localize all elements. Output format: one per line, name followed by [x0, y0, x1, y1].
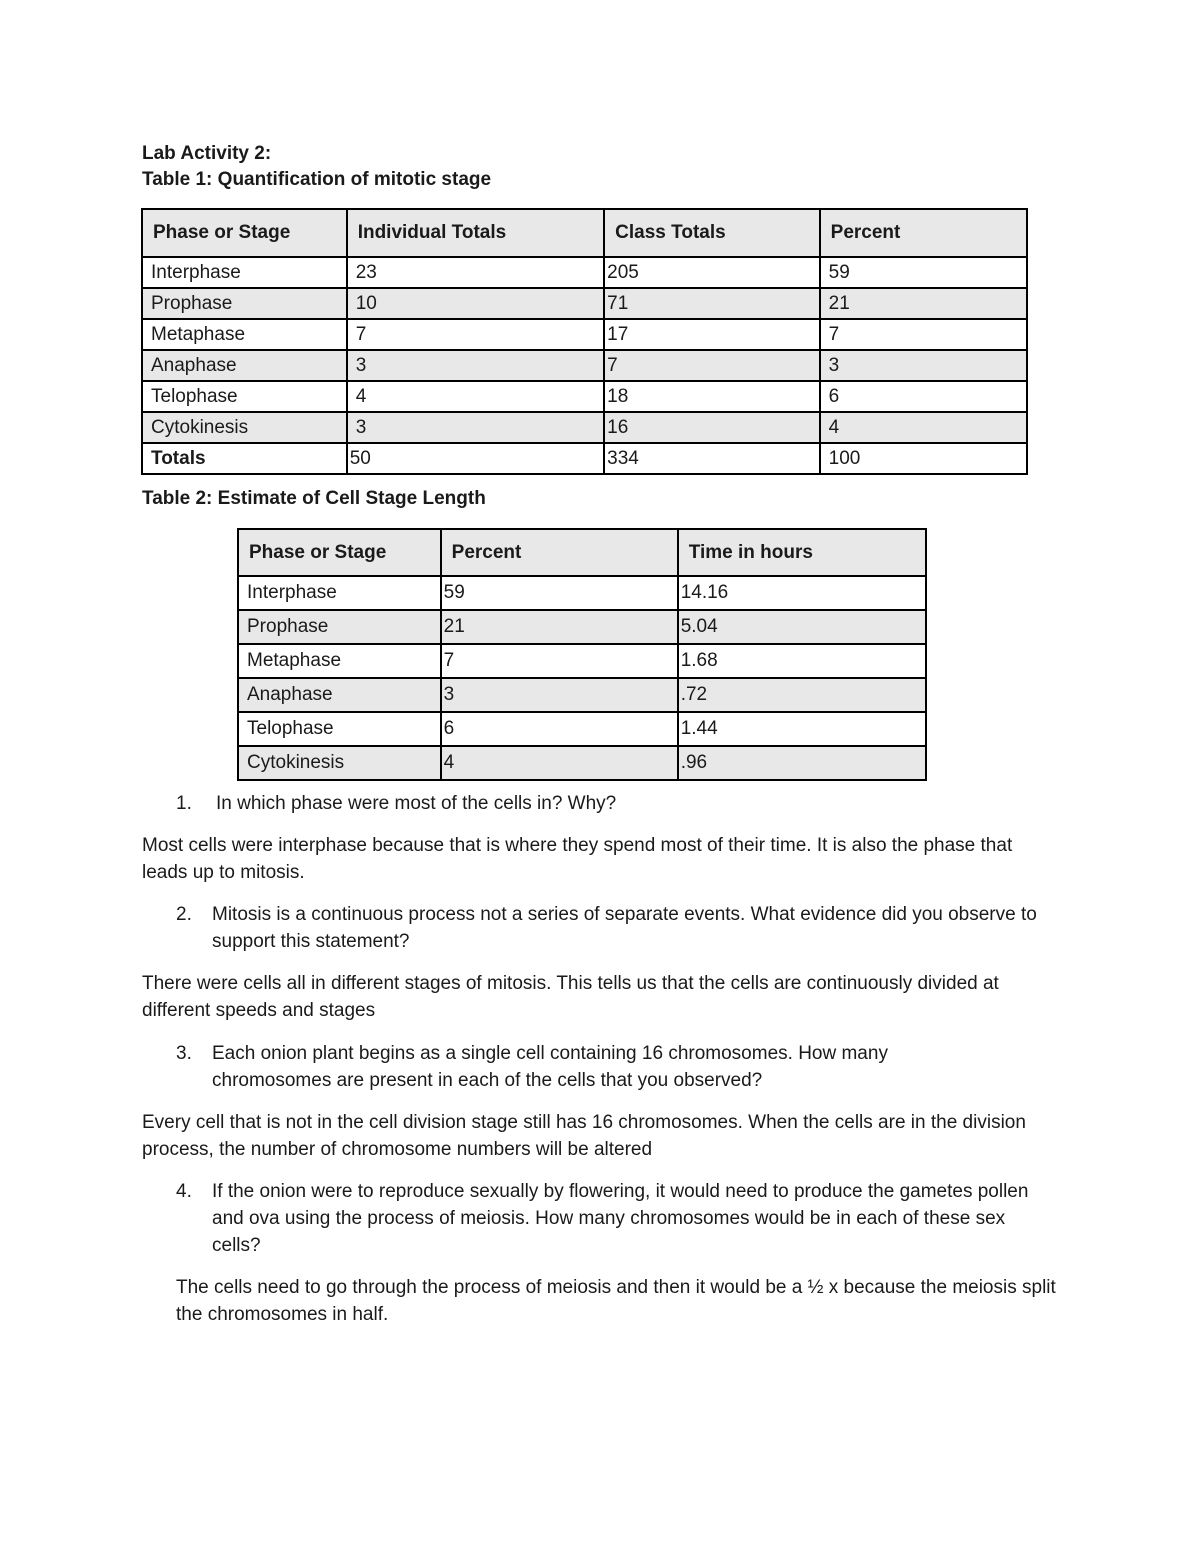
table-cell: 5.04: [678, 610, 926, 644]
table-row: [142, 350, 1027, 381]
table-cell: 205: [604, 257, 819, 288]
table-row: [142, 412, 1027, 443]
table-row: [238, 644, 926, 678]
table-cell: 7: [347, 319, 604, 350]
table-cell: 59: [820, 257, 1027, 288]
question-number: 2.: [176, 904, 192, 925]
mitotic-stage-table: [141, 208, 1028, 475]
table-row: [142, 319, 1027, 350]
answer-1: Most cells were interphase because that is where they spend most of their time. It is also the phase that leads up to mitosis.: [142, 835, 1013, 883]
column-header: Percent: [820, 209, 1027, 257]
table-cell: 1.44: [678, 712, 926, 746]
table-cell: Interphase: [142, 257, 347, 288]
table-cell: Telophase: [238, 712, 441, 746]
table-cell: Telophase: [142, 381, 347, 412]
question-text: Mitosis is a continuous process not a series of separate events. What evidence did you observe to support this statement?: [212, 904, 1037, 952]
table-cell: 7: [820, 319, 1027, 350]
question-number: 4.: [176, 1181, 192, 1202]
table-cell: Metaphase: [238, 644, 441, 678]
table-cell: .72: [678, 678, 926, 712]
lab-activity-title: Lab Activity 2:: [142, 143, 272, 164]
table-cell: Anaphase: [142, 350, 347, 381]
table-cell: 50: [347, 443, 604, 474]
table2-caption: Table 2: Estimate of Cell Stage Length: [142, 488, 486, 509]
table-cell: Metaphase: [142, 319, 347, 350]
table-cell: Cytokinesis: [238, 746, 441, 780]
table-cell: 23: [347, 257, 604, 288]
table-cell: 17: [604, 319, 819, 350]
table-cell: 334: [604, 443, 819, 474]
table-row: [238, 746, 926, 780]
table-header-row: [238, 529, 926, 576]
question-text: Each onion plant begins as a single cell containing 16 chromosomes. How many chromosomes are present in each of the cells that you observed?: [212, 1043, 888, 1091]
table-cell: 4: [347, 381, 604, 412]
table-cell: 7: [441, 644, 678, 678]
table-cell: 100: [820, 443, 1027, 474]
table-cell: 18: [604, 381, 819, 412]
table-cell: Totals: [142, 443, 347, 474]
table1-caption: Table 1: Quantification of mitotic stage: [142, 169, 492, 190]
table-cell: 3: [820, 350, 1027, 381]
question-text: If the onion were to reproduce sexually by flowering, it would need to produce the gametes pollen and ova using the process of meiosis. How many chromosomes would be in each of these sex cells?: [212, 1181, 1029, 1256]
table-cell: Prophase: [142, 288, 347, 319]
table-cell: 59: [441, 576, 678, 610]
table-row: [142, 381, 1027, 412]
question-1: [176, 790, 1076, 817]
column-header: Class Totals: [604, 209, 819, 257]
table-cell: 21: [820, 288, 1027, 319]
table-cell: 1.68: [678, 644, 926, 678]
table-cell: 6: [820, 381, 1027, 412]
question-4: [176, 1178, 1046, 1259]
answer-3: Every cell that is not in the cell division stage still has 16 chromosomes. When the cells are in the division process, the number of chromosome numbers will be altered: [142, 1112, 1026, 1160]
table-header-row: [142, 209, 1027, 257]
table-row: [238, 610, 926, 644]
table-cell: Cytokinesis: [142, 412, 347, 443]
table-cell: 10: [347, 288, 604, 319]
answer-2: There were cells all in different stages of mitosis. This tells us that the cells are continuously divided at different speeds and stages: [142, 973, 999, 1021]
column-header: Percent: [441, 529, 678, 576]
table-cell: Interphase: [238, 576, 441, 610]
answer-4: The cells need to go through the process of meiosis and then it would be a ½ x because the meiosis split the chromosomes in half.: [176, 1277, 1056, 1325]
table-cell: 7: [604, 350, 819, 381]
table-row: [238, 712, 926, 746]
question-number: 1.: [176, 793, 192, 814]
table-cell: 16: [604, 412, 819, 443]
table-cell: 3: [441, 678, 678, 712]
table-cell: 71: [604, 288, 819, 319]
cell-stage-length-table: [237, 528, 927, 781]
table-cell: 3: [347, 412, 604, 443]
column-header: Time in hours: [678, 529, 926, 576]
table-row: [142, 257, 1027, 288]
column-header: Phase or Stage: [142, 209, 347, 257]
table-row: [142, 288, 1027, 319]
table-cell: 3: [347, 350, 604, 381]
table-cell: .96: [678, 746, 926, 780]
question-2: [176, 901, 1056, 955]
table-cell: Anaphase: [238, 678, 441, 712]
table-row: [238, 678, 926, 712]
totals-row: [142, 443, 1027, 474]
column-header: Individual Totals: [347, 209, 604, 257]
question-text: In which phase were most of the cells in? Why?: [216, 793, 617, 814]
table-cell: 21: [441, 610, 678, 644]
question-3: [176, 1040, 1006, 1094]
table-cell: 6: [441, 712, 678, 746]
table-cell: 4: [820, 412, 1027, 443]
table-cell: 14.16: [678, 576, 926, 610]
table-cell: Prophase: [238, 610, 441, 644]
question-number: 3.: [176, 1043, 192, 1064]
table-row: [238, 576, 926, 610]
column-header: Phase or Stage: [238, 529, 441, 576]
table-cell: 4: [441, 746, 678, 780]
